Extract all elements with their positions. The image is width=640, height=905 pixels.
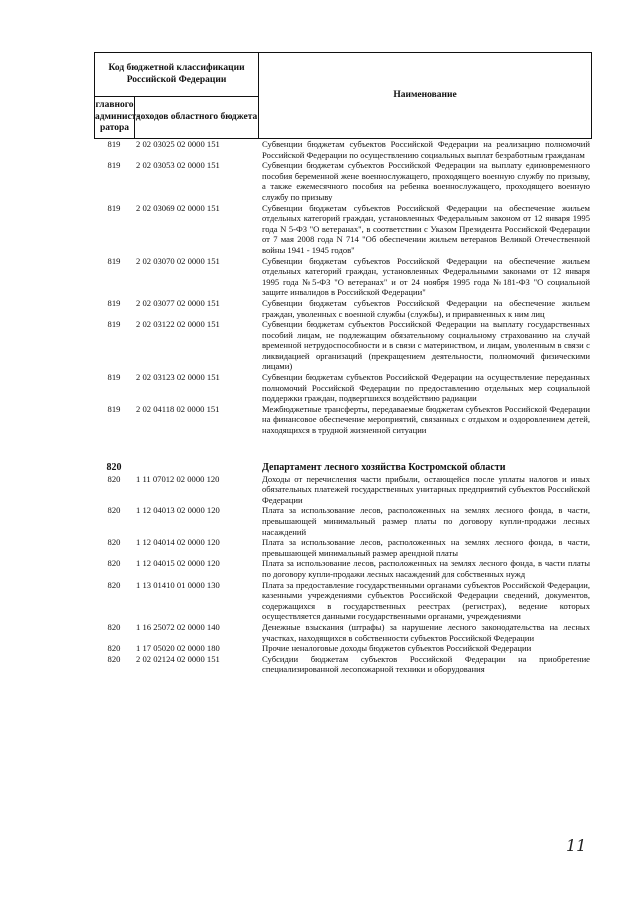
name-cell: Субвенции бюджетам субъектов Российской Федерации на выплату государственных пособий лицам, не подлежащим обязательному социальному страхованию на случай временной нетрудоспособности и в связи с материнством, и лицам, уволенным в связи с ликвидацией организаций (прекращением деятельности, полномочий физическими лицами) xyxy=(262,319,590,372)
table-row xyxy=(94,404,592,436)
income-column-heading: доходов областного бюджета xyxy=(135,97,259,139)
income-code-cell: 2 02 03053 02 0000 151 xyxy=(136,160,220,171)
income-code-cell: 1 11 07012 02 0000 120 xyxy=(136,473,220,484)
admin-code-cell: 820 xyxy=(107,558,121,569)
department-admin-code: 820 xyxy=(106,461,122,473)
admin-code-cell: 820 xyxy=(107,579,121,590)
table-row xyxy=(94,580,592,622)
table-row xyxy=(94,558,592,579)
admin-code-cell: 819 xyxy=(107,202,121,213)
name-column-heading: Наименование xyxy=(259,53,592,139)
income-code-cell: 1 12 04014 02 0000 120 xyxy=(136,537,220,548)
name-cell: Плата за использование лесов, расположенных на землях лесного фонда, в части платы по договору купли-продажи лесных насаждений для собственных нужд xyxy=(262,558,590,579)
admin-code-cell: 819 xyxy=(107,319,121,330)
name-cell: Плата за использование лесов, расположенных на землях лесного фонда, в части, превышающей минимальный размер арендной платы xyxy=(262,537,590,558)
table-row xyxy=(94,372,592,404)
admin-code-cell: 819 xyxy=(107,403,121,414)
admin-code-cell: 820 xyxy=(107,473,121,484)
name-cell: Субвенции бюджетам субъектов Российской Федерации на осуществление переданных полномочий Российской Федерации по предоставлению отдельных мер социальной поддержки граждан, подвергшихся воздействию радиации xyxy=(262,372,590,404)
table-row xyxy=(94,203,592,256)
admin-code-cell: 820 xyxy=(107,537,121,548)
income-code-cell: 2 02 03123 02 0000 151 xyxy=(136,372,220,383)
income-code-cell: 2 02 04118 02 0000 151 xyxy=(136,403,220,414)
name-cell: Прочие неналоговые доходы бюджетов субъектов Российской Федерации xyxy=(262,643,532,654)
table-row xyxy=(94,319,592,372)
table-row xyxy=(94,622,592,643)
table-row xyxy=(94,643,592,654)
name-cell: Плата за предоставление государственными органами субъектов Российской Федерации, казенными учреждениями субъектов Российской Федерации сведений, документов, содержащихся в государственных реестрах (регистрах), ведение которых осуществляется данными государственными органами, учреждениями xyxy=(262,579,590,622)
admin-code-cell: 820 xyxy=(107,643,121,654)
admin-code-cell: 820 xyxy=(107,621,121,632)
admin-code-cell: 819 xyxy=(107,255,121,266)
table-row xyxy=(94,474,592,506)
income-code-cell: 2 02 03070 02 0000 151 xyxy=(136,255,220,266)
name-cell: Межбюджетные трансферты, передаваемые бюджетам субъектов Российской Федерации на финансовое обеспечение мероприятий, связанных с отдыхом и оздоровлением детей, находящихся в трудной жизненной ситуации xyxy=(262,403,590,436)
admin-code-cell: 819 xyxy=(107,139,121,149)
table-row xyxy=(94,160,592,202)
income-code-cell: 1 12 04013 02 0000 120 xyxy=(136,505,220,516)
page-number-handwritten: 11 xyxy=(566,836,587,855)
income-code-cell: 1 17 05020 02 0000 180 xyxy=(136,643,220,654)
income-code-cell: 1 12 04015 02 0000 120 xyxy=(136,558,220,569)
document-page xyxy=(94,52,592,675)
income-code-cell: 2 02 03025 02 0000 151 xyxy=(136,139,220,149)
income-code-cell: 2 02 03077 02 0000 151 xyxy=(136,297,220,308)
income-code-cell: 1 16 25072 02 0000 140 xyxy=(136,621,220,632)
admin-code-cell: 820 xyxy=(107,505,121,516)
admin-column-heading: главного админист-ратора xyxy=(95,97,135,139)
admin-code-cell: 819 xyxy=(107,372,121,383)
table-row xyxy=(94,537,592,558)
income-code-cell: 2 02 03069 02 0000 151 xyxy=(136,202,220,213)
name-cell: Плата за использование лесов, расположенных на землях лесного фонда, в части, превышающей минимальный размер платы по договору купли-продажи лесных насаждений xyxy=(262,505,590,537)
name-cell: Субвенции бюджетам субъектов Российской Федерации на обеспечение жильем отдельных категорий граждан, установленных Федеральным законом от 12 января 1995 года N 5-ФЗ "О ветеранах", в соответствии с Указом Президента Российской Федерации от 7 мая 2008 года N 714 "Об обеспечении жильем ветеранов Великой Отечественной войны 1941 - 1945 годов" xyxy=(262,202,590,255)
table-row xyxy=(94,139,592,160)
income-code-cell: 2 02 03122 02 0000 151 xyxy=(136,319,220,330)
department-name: Департамент лесного хозяйства Костромской области xyxy=(262,461,506,473)
table-row xyxy=(94,256,592,298)
name-cell: Денежные взыскания (штрафы) за нарушение лесного законодательства на лесных участках, находящихся в собственности субъектов Российской Федерации xyxy=(262,621,590,643)
table-row xyxy=(94,654,592,675)
name-cell: Субвенции бюджетам субъектов Российской Федерации на выплату единовременного пособия беременной жене военнослужащего, проходящего военную службу по призыву, а также ежемесячного пособия на ребенка военнослужащего, проходящего военную службу по призыву xyxy=(262,160,590,202)
admin-code-cell: 820 xyxy=(107,653,121,664)
name-cell: Субвенции бюджетам субъектов Российской Федерации на обеспечение жильем граждан, уволенных с военной службы (службы), и приравненных к ним лиц xyxy=(262,297,590,319)
income-code-cell: 2 02 02124 02 0000 151 xyxy=(136,653,220,664)
table-header xyxy=(94,52,592,139)
code-group-heading: Код бюджетной классификации Российской Федерации xyxy=(95,53,259,97)
table-row xyxy=(94,505,592,537)
income-code-cell: 1 13 01410 01 0000 130 xyxy=(136,579,220,590)
name-cell: Субсидии бюджетам субъектов Российской Федерации на приобретение специализированной лесопожарной техники и оборудования xyxy=(262,653,590,675)
name-cell: Субвенции бюджетам субъектов Российской Федерации на реализацию полномочий Российской Федерации по осуществлению социальных выплат безработным гражданам xyxy=(262,139,590,160)
admin-code-cell: 819 xyxy=(107,160,121,171)
admin-code-cell: 819 xyxy=(107,297,121,308)
table-body xyxy=(94,139,592,675)
name-cell: Доходы от перечисления части прибыли, остающейся после уплаты налогов и иных обязательных платежей государственных унитарных предприятий субъектов Российской Федерации xyxy=(262,473,590,505)
table-row xyxy=(94,298,592,319)
department-spacer xyxy=(134,462,258,474)
name-cell: Субвенции бюджетам субъектов Российской Федерации на обеспечение жильем отдельных категорий граждан, установленных Федеральными законами от 12 января 1995 года №5-ФЗ "О ветеранах" и от 24 ноября 1995 года №181-ФЗ "О социальной защите инвалидов в Российской Федерации" xyxy=(262,255,590,298)
department-row xyxy=(94,462,592,474)
